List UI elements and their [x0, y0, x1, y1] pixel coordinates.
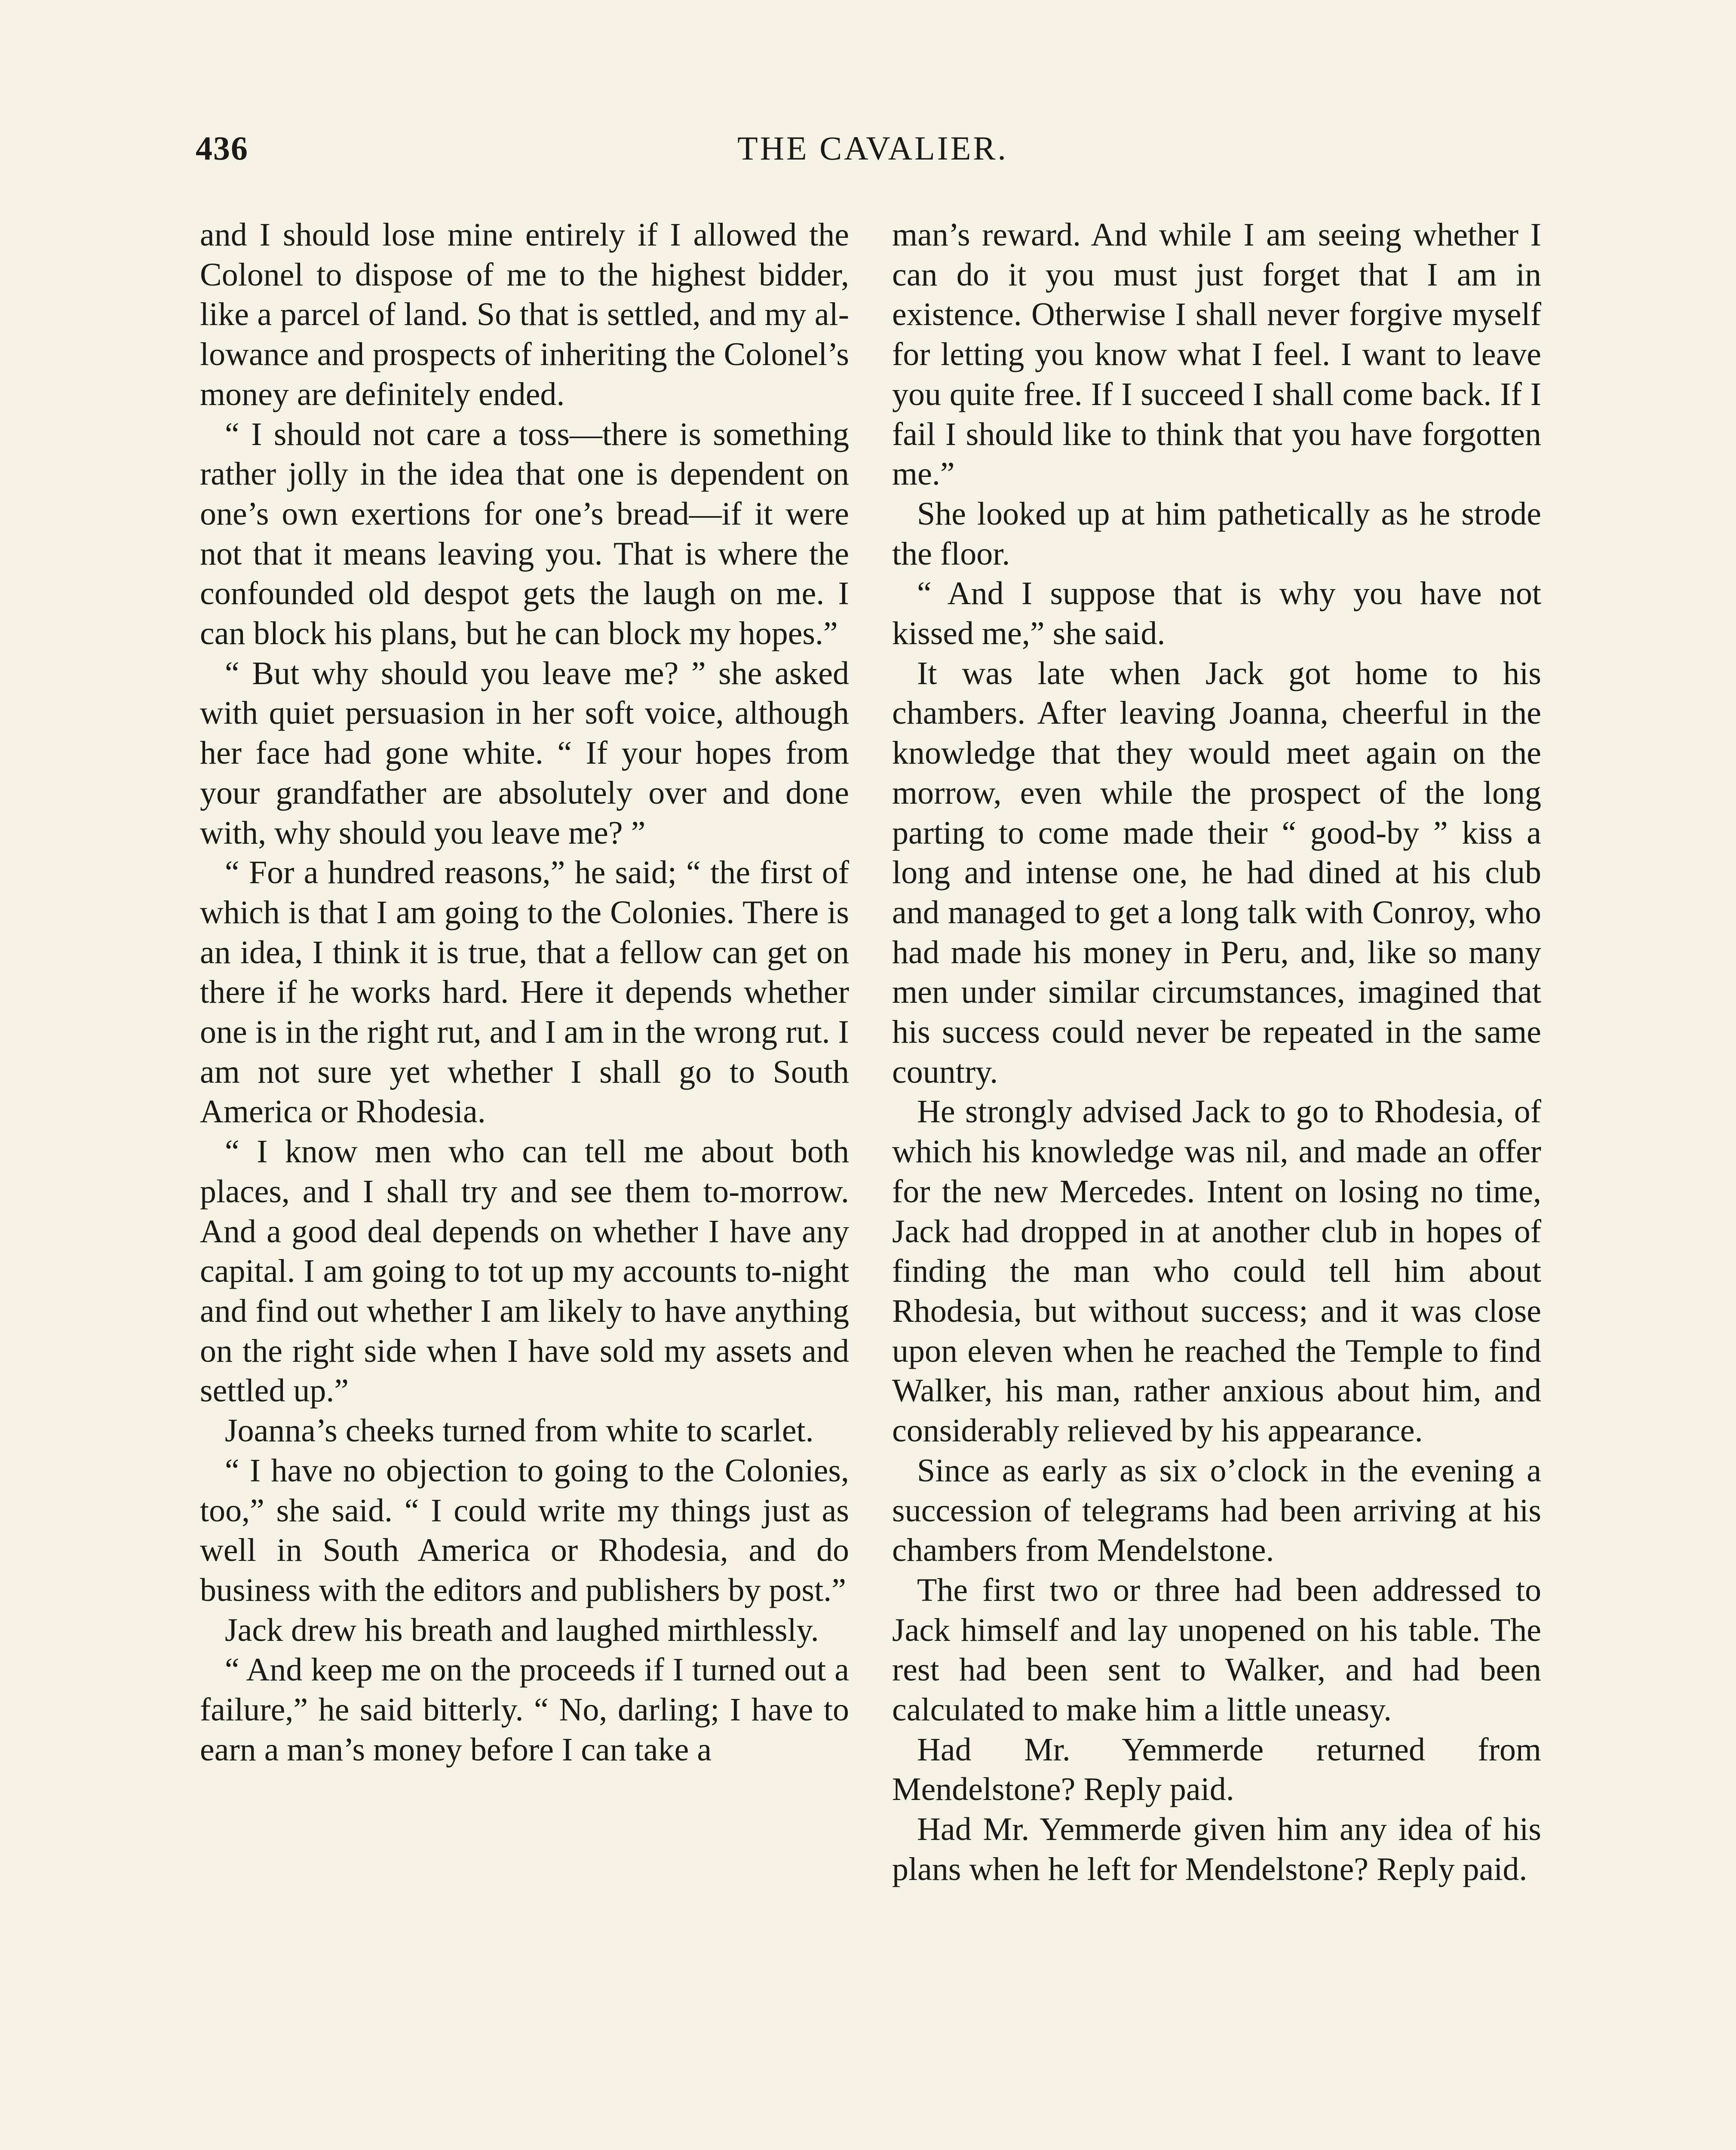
page-header [196, 129, 1550, 181]
paragraph: The first two or three had been addressed to Jack himself and lay unopened on his table. The rest had been sent to Walker, and had been calculated to make him a little uneasy. [892, 1572, 1541, 1728]
paragraph: Had Mr. Yemmerde given him any idea of his plans when he left for Mendelstone? Reply paid. [892, 1811, 1541, 1887]
paragraph: “ I have no objection to going to the Colonies, too,” she said. “ I could write my things just as well in South America or Rhodesia, and do business with the editors and publishers by post.” [200, 1452, 849, 1608]
right-column [892, 215, 1541, 1889]
paragraph: He strongly advised Jack to go to Rhodesia, of which his knowledge was nil, and made an offer for the new Mercedes. Intent on losing no time, Jack had dropped in at another club in hopes of finding the man who could tell him about Rhodesia, but without success; and it was close upon eleven when he reached the Temple to find Walker, his man, rather anxious about him, and considerably relieved by his appearance. [892, 1093, 1541, 1449]
paragraph: “ And I suppose that is why you have not kissed me,” she said. [892, 575, 1541, 652]
left-column [200, 215, 849, 1769]
paragraph: “ But why should you leave me? ” she asked with quiet persuasion in her soft voice, although her face had gone white. “ If your hopes from your grandfather are absolutely over and done with, why should you leave me? ” [200, 655, 849, 851]
paragraph: and I should lose mine entirely if I allowed the Colonel to dispose of me to the highest bidder, like a parcel of land. So that is settled, and my allowance and prospects of inheriting the Colonel’s money are definitely ended. [200, 217, 849, 412]
paragraph: “ I know men who can tell me about both places, and I shall try and see them to-morrow. And a good deal depends on whether I have any capital. I am going to tot up my accounts to-night and find out whether I am likely to have anything on the right side when I have sold my assets and settled up.” [200, 1133, 849, 1409]
paragraph: Joanna’s cheeks turned from white to scarlet. [225, 1413, 814, 1449]
paragraph: Since as early as six o’clock in the evening a succession of telegrams had been arriving at his chambers from Mendelstone. [892, 1452, 1541, 1569]
paragraph: “ For a hundred reasons,” he said; “ the first of which is that I am going to the Colonies. There is an idea, I think it is true, that a fellow can get on there if he works hard. Here it depends whether one is in the right rut, and I am in the wrong rut. I am not sure yet whether I shall go to South America or Rhodesia. [200, 854, 849, 1130]
paragraph: It was late when Jack got home to his chambers. After leaving Joanna, cheerful in the knowledge that they would meet again on the morrow, even while the prospect of the long parting to come made their “ good-by ” kiss a long and intense one, he had dined at his club and managed to get a long talk with Conroy, who had made his money in Peru, and, like so many men under similar circumstances, imagined that his success could never be repeated in the same country. [892, 655, 1541, 1090]
paragraph: man’s reward. And while I am seeing whether I can do it you must just forget that I am in existence. Otherwise I shall never forgive myself for letting you know what I feel. I want to leave you quite free. If I succeed I shall come back. If I fail I should like to think that you have forgotten me.” [892, 217, 1541, 492]
paragraph: She looked up at him pathetically as he strode the floor. [892, 495, 1541, 572]
paragraph: Had Mr. Yemmerde returned from Mendelstone? Reply paid. [892, 1731, 1541, 1808]
paragraph: “ And keep me on the proceeds if I turned out a failure,” he said bitterly. “ No, darling; I have to earn a man’s money before I can take a [200, 1652, 849, 1768]
running-title: THE CAVALIER. [737, 129, 1008, 167]
paragraph: “ I should not care a toss—there is something rather jolly in the idea that one is dependent on one’s own exertions for one’s bread—if it were not that it means leaving you. That is where the confounded old despot gets the laugh on me. I can block his plans, but he can block my hopes.” [200, 416, 849, 652]
paragraph: Jack drew his breath and laughed mirthlessly. [225, 1612, 819, 1648]
page-number: 436 [196, 129, 248, 167]
